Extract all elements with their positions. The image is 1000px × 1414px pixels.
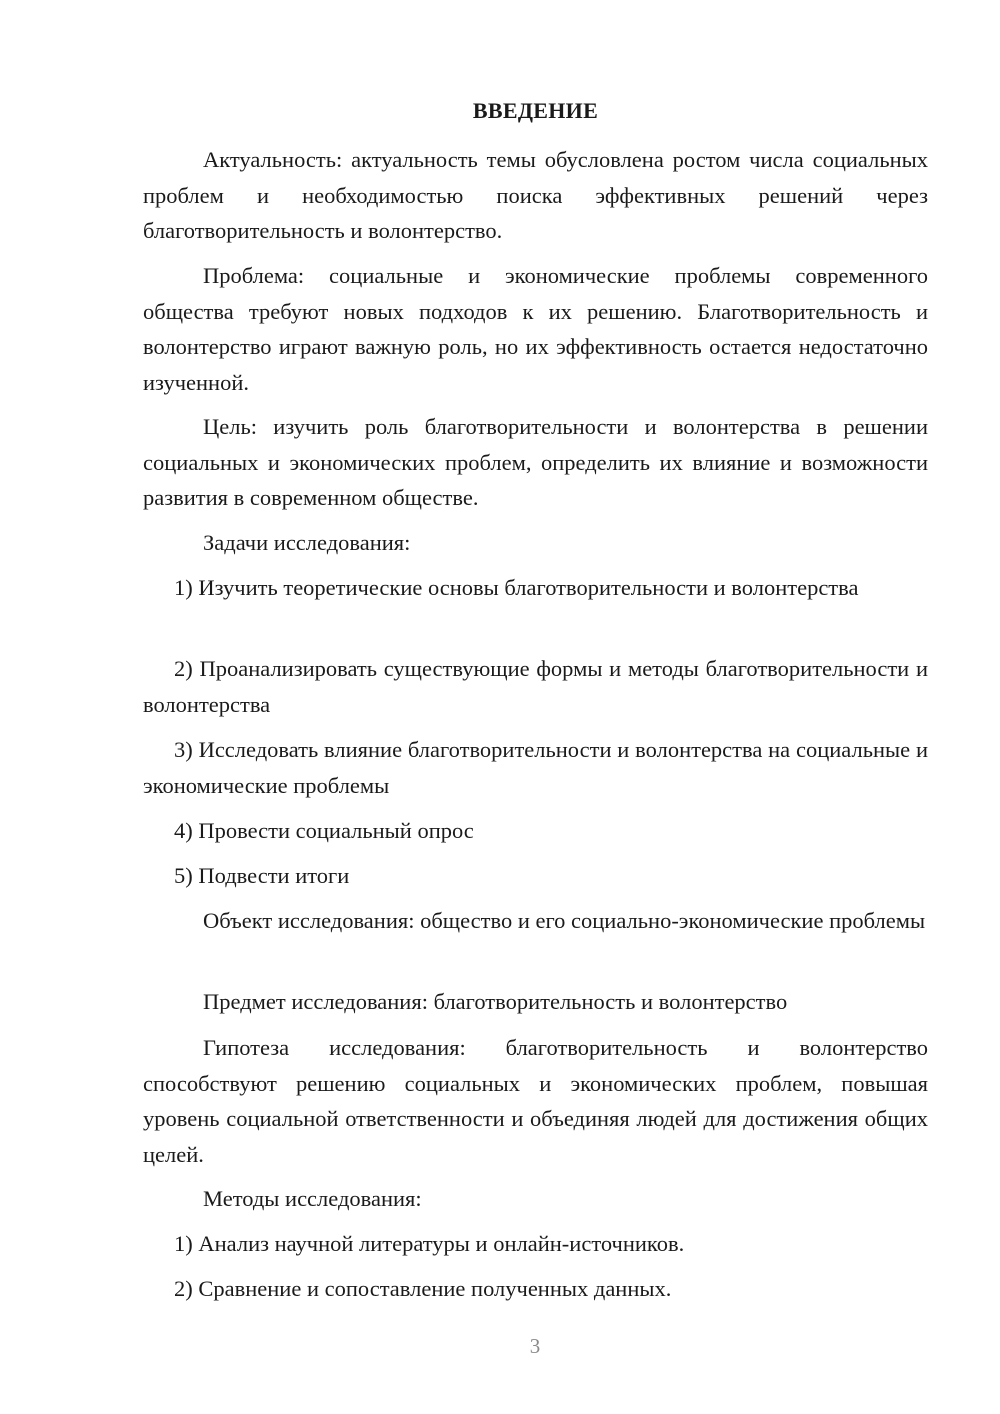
paragraph-tasks-heading: Задачи исследования: xyxy=(203,530,411,555)
paragraph-object: Объект исследования: общество и его социально-экономические проблемы xyxy=(203,908,926,933)
method-item-2: 2) Сравнение и сопоставление полученных данных. xyxy=(174,1276,672,1301)
task-item-3: 3) Исследовать влияние благотворительности и волонтерства на социальные и экономические проблемы xyxy=(143,737,928,798)
paragraph-hypothesis: Гипотеза исследования: благотворительность и волонтерство способствуют решению социальных и экономических проблем, повышая уровень социальной ответственности и объединяя людей для достижения общих целей. xyxy=(143,1035,928,1167)
paragraph-goal: Цель: изучить роль благотворительности и волонтерства в решении социальных и экономических проблем, определить их влияние и возможности развития в современном обществе. xyxy=(143,414,928,510)
section-title: ВВЕДЕНИЕ xyxy=(472,98,599,123)
paragraph-methods-heading: Методы исследования: xyxy=(203,1186,422,1211)
task-item-5: 5) Подвести итоги xyxy=(174,863,350,888)
task-item-1: 1) Изучить теоретические основы благотворительности и волонтерства xyxy=(174,575,859,600)
paragraph-problem: Проблема: социальные и экономические проблемы современного общества требуют новых подходов к их решению. Благотворительность и волонтерство играют важную роль, но их эффективность остается недостаточно изученной. xyxy=(143,263,928,395)
task-item-4: 4) Провести социальный опрос xyxy=(174,818,474,843)
paragraph-subject: Предмет исследования: благотворительность и волонтерство xyxy=(203,989,788,1014)
page-number: 3 xyxy=(529,1334,541,1358)
paragraph-relevance: Актуальность: актуальность темы обусловлена ростом числа социальных проблем и необходимостью поиска эффективных решений через благотворительность и волонтерство. xyxy=(143,147,928,243)
method-item-1: 1) Анализ научной литературы и онлайн-источников. xyxy=(174,1231,685,1256)
task-item-2: 2) Проанализировать существующие формы и методы благотворительности и волонтерства xyxy=(143,656,928,717)
